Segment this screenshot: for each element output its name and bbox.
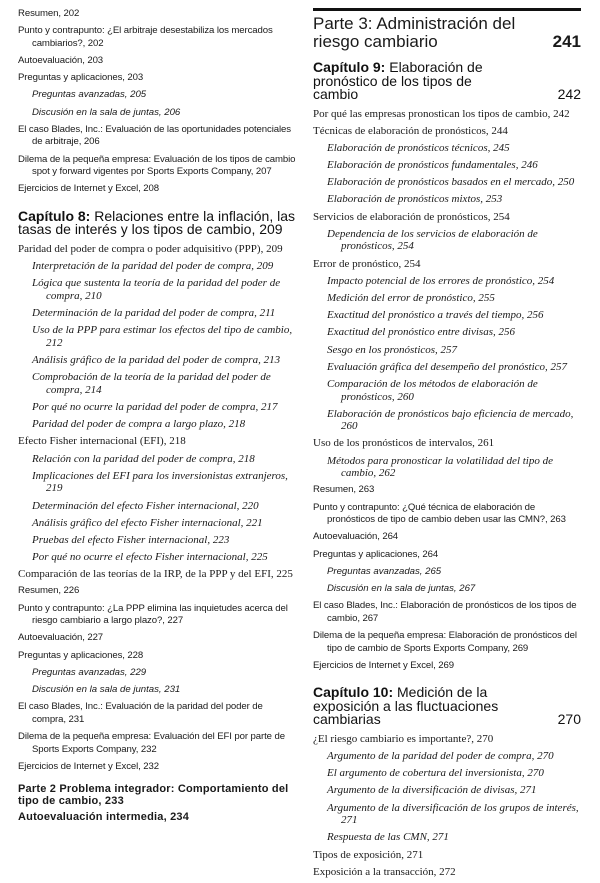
chapter-8-heading (18, 207, 298, 238)
toc-subentry: Medición del error de pronóstico, 255 (327, 291, 495, 304)
toc-subentry: Exactitud del pronóstico a través del tiempo, 256 (327, 309, 544, 322)
toc-entry: Autoevaluación, 227 (18, 632, 104, 644)
toc-subentry: Paridad del poder de compra a largo plazo, 218 (32, 418, 246, 431)
toc-entry: Dilema de la pequeña empresa: Evaluación del EFI por parte de Sports Exports Company, 232 (18, 730, 285, 755)
toc-subentry: Determinación de la paridad del poder de compra, 211 (32, 307, 276, 320)
toc-subentry: Análisis gráfico del efecto Fisher internacional, 221 (32, 516, 263, 529)
toc-list (18, 243, 298, 773)
toc-entry: Resumen, 226 (18, 585, 80, 597)
chapter-label: Capítulo 8: (18, 207, 91, 224)
midterm-self-test: Autoevaluación intermedia, 234 (18, 811, 190, 824)
toc-subentry: Lógica que sustenta la teoría de la paridad del poder de compra, 210 (32, 277, 281, 302)
toc-entry: Uso de los pronósticos de intervalos, 261 (313, 437, 495, 450)
toc-subentry: Análisis gráfico de la paridad del poder de compra, 213 (32, 354, 281, 366)
toc-entry: Técnicas de elaboración de pronósticos, 244 (313, 124, 508, 137)
toc-subentry: Discusión en la sala de juntas, 206 (32, 106, 181, 118)
toc-subentry: Impacto potencial de los errores de pronóstico, 254 (327, 274, 555, 287)
toc-subentry: Implicaciones del EFI para los inversionistas extranjeros, 219 (32, 469, 288, 495)
toc-entry: Autoevaluación, 264 (313, 531, 399, 543)
chapter-title: Medición de la exposición a las fluctuaciones cambiarias (313, 684, 499, 728)
part-title: Parte 3: Administración del riesgo cambiario (313, 14, 516, 51)
toc-subentry: Preguntas avanzadas, 205 (32, 89, 147, 101)
toc-entry: Dilema de la pequeña empresa: Evaluación de los tipos de cambio spot y forward vigentes por Sports Exports Company, 207 (18, 153, 296, 178)
toc-entry: Servicios de elaboración de pronósticos, 254 (313, 210, 510, 223)
chapter-page: 270 (557, 711, 581, 728)
part-page: 241 (552, 32, 581, 51)
toc-subentry: Elaboración de pronósticos bajo eficiencia de mercado, 260 (327, 407, 574, 433)
toc-subentry: Por qué no ocurre la paridad del poder de compra, 217 (32, 400, 278, 413)
toc-subentry: Preguntas avanzadas, 229 (32, 666, 147, 678)
chapter-label: Capítulo 10: (313, 684, 394, 701)
chapter-page: 242 (557, 86, 581, 102)
toc-subentry: Elaboración de pronósticos mixtos, 253 (327, 193, 503, 206)
toc-subentry: Elaboración de pronósticos técnicos, 245 (327, 141, 510, 154)
chapter-9-heading (313, 61, 581, 102)
toc-entry: Tipos de exposición, 271 (313, 848, 424, 861)
right-column (313, 8, 581, 883)
toc-subentry: Sesgo en los pronósticos, 257 (327, 343, 458, 356)
top-rule (313, 8, 581, 11)
toc-subentry: Uso de la PPP para estimar los efectos del tipo de cambio, 212 (32, 324, 293, 349)
toc-subentry: Discusión en la sala de juntas, 231 (32, 683, 181, 695)
toc-entry: Comparación de las teorías de la IRP, de la PPP y del EFI, 225 (18, 568, 293, 581)
toc-entry: Por qué las empresas pronostican los tipos de cambio, 242 (313, 107, 570, 120)
toc-entry: Punto y contrapunto: ¿El arbitraje desestabiliza los mercados cambiarios?, 202 (18, 25, 273, 49)
toc-subentry: Interpretación de la paridad del poder de compra, 209 (32, 260, 274, 273)
toc-subentry: Preguntas avanzadas, 265 (327, 565, 442, 577)
toc-list (18, 8, 298, 196)
toc-subentry: Respuesta de las CMN, 271 (327, 831, 449, 844)
toc-entry: El caso Blades, Inc.: Elaboración de pronósticos de los tipos de cambio, 267 (313, 600, 577, 624)
toc-list (313, 108, 581, 673)
toc-subentry: Comparación de los métodos de elaboración de pronósticos, 260 (327, 377, 538, 403)
toc-subentry: Elaboración de pronósticos fundamentales, 246 (327, 159, 538, 172)
toc-entry: El caso Blades, Inc.: Evaluación de las oportunidades potenciales de arbitraje, 206 (18, 123, 291, 148)
chapter-title: Elaboración de pronóstico de los tipos de cambio (313, 59, 483, 102)
toc-entry: Preguntas y aplicaciones, 264 (313, 548, 439, 560)
toc-entry: Autoevaluación, 203 (18, 54, 104, 66)
toc-entry: Punto y contrapunto: ¿La PPP elimina las inquietudes acerca del riesgo cambiario a largo plazo?, 227 (18, 602, 288, 627)
toc-entry: Punto y contrapunto: ¿Qué técnica de elaboración de pronósticos de tipo de cambio deben usar las CMN?, 263 (313, 501, 566, 526)
toc-subentry: Elaboración de pronósticos basados en el mercado, 250 (327, 176, 575, 189)
toc-entry: Preguntas y aplicaciones, 203 (18, 72, 144, 84)
toc-entry: Dilema de la pequeña empresa: Elaboración de pronósticos del tipo de cambio de Sports Exports Company, 269 (313, 629, 577, 654)
toc-entry: Resumen, 263 (313, 484, 375, 496)
toc-subentry: Argumento de la diversificación de divisas, 271 (327, 784, 537, 797)
toc-list (313, 733, 581, 879)
toc-subentry: Pruebas del efecto Fisher internacional, 223 (32, 533, 230, 546)
toc-subentry: Por qué no ocurre el efecto Fisher internacional, 225 (32, 551, 268, 564)
toc-subentry: Discusión en la sala de juntas, 267 (327, 582, 476, 594)
toc-subentry: Determinación del efecto Fisher internacional, 220 (32, 499, 259, 512)
toc-entry: ¿El riesgo cambiario es importante?, 270 (313, 732, 494, 745)
toc-entry: Error de pronóstico, 254 (313, 257, 421, 270)
toc-subentry: Relación con la paridad del poder de compra, 218 (32, 452, 255, 465)
toc-entry: Resumen, 202 (18, 8, 80, 19)
toc-entry: Ejercicios de Internet y Excel, 269 (313, 659, 455, 671)
toc-entry: Preguntas y aplicaciones, 228 (18, 649, 144, 661)
chapter-10-heading (313, 686, 581, 727)
toc-entry: Exposición a la transacción, 272 (313, 865, 456, 878)
toc-entry: Paridad del poder de compra o poder adquisitivo (PPP), 209 (18, 242, 283, 255)
toc-entry: Efecto Fisher internacional (EFI), 218 (18, 435, 186, 448)
part-3-heading (313, 15, 581, 51)
chapter-label: Capítulo 9: (313, 59, 386, 75)
toc-subentry: El argumento de cobertura del inversionista, 270 (327, 767, 544, 780)
toc-entry: Ejercicios de Internet y Excel, 232 (18, 760, 160, 772)
left-column (18, 8, 298, 827)
toc-subentry: Argumento de la paridad del poder de compra, 270 (327, 750, 554, 762)
part-2-problem: Parte 2 Problema integrador: Comportamiento del tipo de cambio, 233 (18, 783, 289, 808)
toc-subentry: Argumento de la diversificación de los grupos de interés, 271 (327, 801, 579, 827)
toc-subentry: Evaluación gráfica del desempeño del pronóstico, 257 (327, 360, 568, 373)
toc-subentry: Dependencia de los servicios de elaboración de pronósticos, 254 (327, 227, 538, 253)
toc-subentry: Comprobación de la teoría de la paridad del poder de compra, 214 (32, 371, 271, 396)
toc-subentry: Exactitud del pronóstico entre divisas, 256 (327, 326, 515, 339)
toc-subentry: Métodos para pronosticar la volatilidad del tipo de cambio, 262 (327, 454, 553, 480)
chapter-title: Relaciones entre la inflación, las tasas de interés y los tipos de cambio, 209 (18, 207, 296, 238)
toc-entry: El caso Blades, Inc.: Evaluación de la paridad del poder de compra, 231 (18, 701, 263, 725)
toc-entry: Ejercicios de Internet y Excel, 208 (18, 183, 160, 195)
